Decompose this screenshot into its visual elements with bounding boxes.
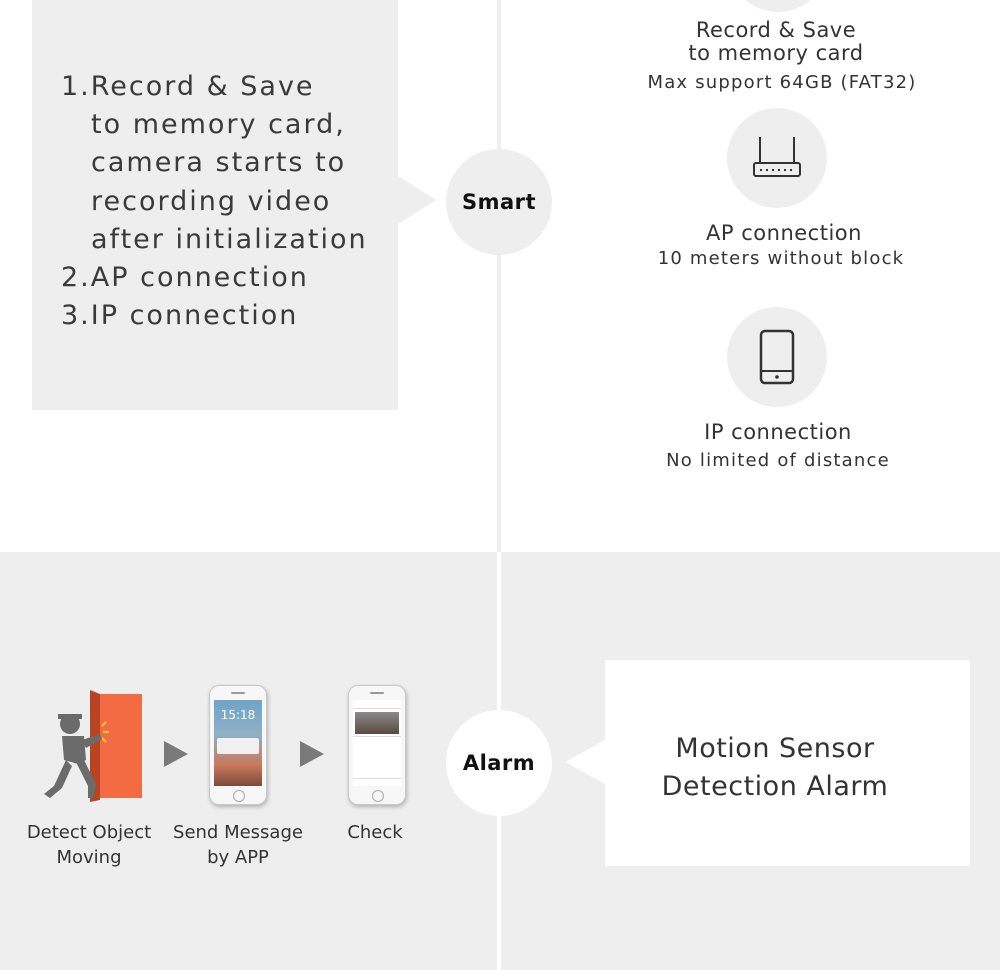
- phone-app-icon: [348, 685, 406, 805]
- phone-notification-icon: [209, 685, 267, 805]
- ap-subtitle: 10 meters without block: [657, 248, 905, 269]
- ap-icon-circle: [727, 108, 827, 208]
- feature-item: after initialization: [91, 223, 368, 255]
- callout-pointer: [565, 740, 605, 784]
- memory-card-icon: [728, 0, 828, 12]
- step-label-line: Check: [347, 822, 403, 843]
- panel-pointer: [398, 176, 436, 224]
- alarm-section: [0, 552, 1000, 970]
- alarm-callout-text: [605, 730, 945, 806]
- step-label-check: [305, 820, 445, 845]
- intruder-door-icon: [40, 690, 144, 804]
- feature-item: 3.IP connection: [61, 300, 299, 332]
- smart-badge: Smart: [446, 149, 552, 255]
- ip-subtitle: No limited of distance: [666, 450, 890, 471]
- feature-list: [61, 68, 368, 335]
- alarm-badge: Alarm: [446, 710, 552, 816]
- record-title-line1: Record & Save: [695, 18, 857, 42]
- step-label-line: Moving: [56, 847, 122, 868]
- center-divider: [497, 0, 501, 552]
- step-label-send: [168, 820, 308, 870]
- router-icon: [750, 133, 804, 183]
- step-label-line: Send Message: [173, 822, 303, 843]
- camera-preview: [355, 712, 399, 734]
- record-title: [620, 19, 932, 65]
- ip-title: IP connection: [704, 420, 852, 444]
- alarm-callout-line: Motion Sensor: [675, 733, 875, 764]
- record-title-line2: to memory card: [688, 41, 864, 65]
- notification-card: [217, 738, 259, 754]
- ap-title: AP connection: [706, 221, 862, 245]
- smartphone-icon: [757, 329, 797, 385]
- alarm-callout-line: Detection Alarm: [661, 771, 889, 802]
- feature-item: 2.AP connection: [61, 262, 309, 294]
- feature-item: to memory card,: [91, 109, 346, 141]
- feature-item: recording video: [91, 185, 332, 217]
- ip-icon-circle: [727, 307, 827, 407]
- step-label-line: Detect Object: [26, 822, 152, 843]
- phone-clock: 15:18: [220, 708, 256, 722]
- step-label-line: by APP: [207, 847, 269, 868]
- record-subtitle: Max support 64GB (FAT32): [647, 72, 917, 93]
- feature-item: 1.Record & Save: [61, 71, 315, 102]
- flow-arrow-icon: [300, 741, 324, 767]
- flow-arrow-icon: [164, 741, 188, 767]
- step-label-detect: [19, 820, 159, 870]
- app-header: [353, 702, 401, 709]
- feature-item: camera starts to: [91, 147, 347, 179]
